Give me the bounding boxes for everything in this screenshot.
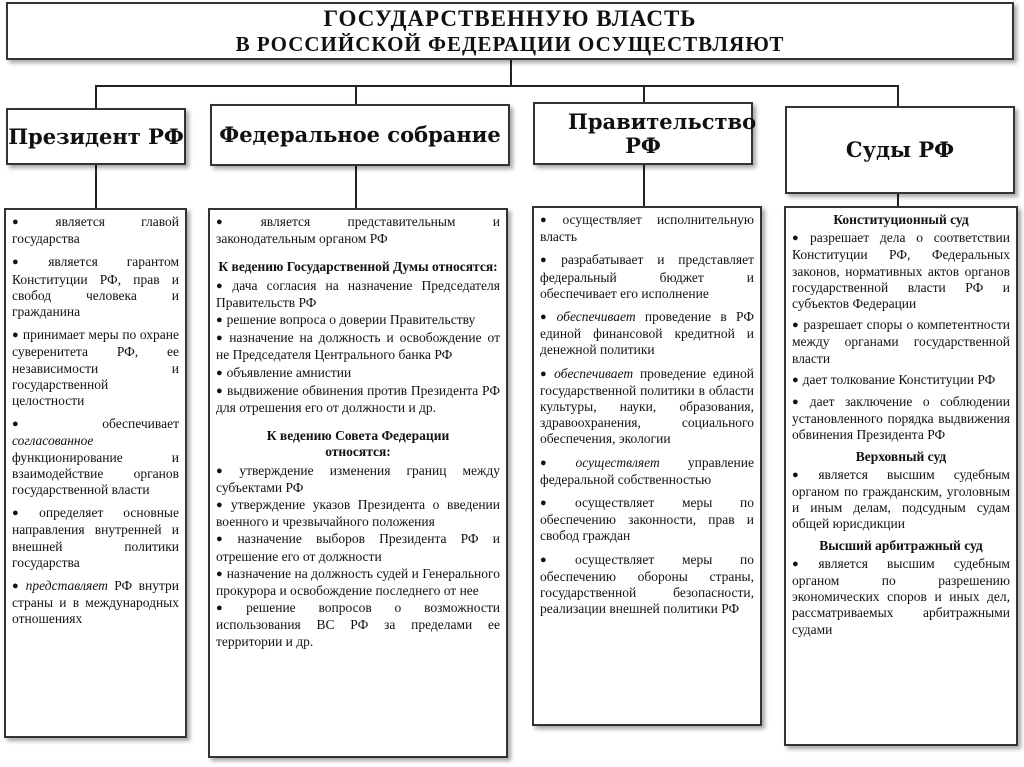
duma-heading: К ведению Государственной Думы относятся: bbox=[218, 259, 498, 275]
president-powers-box bbox=[4, 208, 187, 738]
connector-to-government bbox=[643, 85, 645, 103]
list-item: ● является представительным и законодательным органом РФ bbox=[216, 214, 500, 247]
header-federal-assembly: Федеральное собрание bbox=[210, 104, 510, 166]
list-item: ● осуществляет исполнительную власть bbox=[540, 212, 754, 245]
list-item: ● является высшим судебным органом по разрешению экономических споров и иных дел, рассматриваемых арбитражными судами bbox=[792, 555, 1010, 637]
list-item: ● является высшим судебным органом по гражданским, уголовным и иным делам, подсудным судам общей юрисдикции bbox=[792, 466, 1010, 532]
list-item: ● обеспечивает согласованное функционирование и взаимодействие органов государственной власти bbox=[12, 416, 179, 498]
connector-to-president bbox=[95, 85, 97, 110]
connector-government-body bbox=[643, 165, 645, 207]
list-item: ● обеспечивает проведение единой государственной политики в области культуры, науки, образования, здравоохранения, социального обеспечения, экологии bbox=[540, 365, 754, 447]
list-item: ● представляет РФ внутри страны и в международных отношениях bbox=[12, 578, 179, 627]
federal-assembly-powers-box bbox=[208, 208, 508, 758]
list-item: ● решение вопроса о доверии Правительству bbox=[216, 312, 476, 328]
list-item: ● дает толкование Конституции РФ bbox=[792, 371, 996, 387]
list-item: ● обеспечивает проведение в РФ единой финансовой кредитной и денежной политики bbox=[540, 309, 754, 358]
list-item: ● определяет основные направления внутренней и внешней политики государства bbox=[12, 505, 179, 570]
connector-courts-body bbox=[897, 194, 899, 206]
title-line-2: В РОССИЙСКОЙ ФЕДЕРАЦИИ ОСУЩЕСТВЛЯЮТ bbox=[235, 32, 785, 56]
list-item: ● осуществляет меры по обеспечению обороны страны, государственной безопасности, реализации внешней политики РФ bbox=[540, 551, 754, 617]
connector-president-body bbox=[95, 165, 97, 209]
list-item: ● является главой государства bbox=[12, 214, 179, 247]
list-item: ● назначение на должность судей и Генерального прокурора и освобождение последнего от нее bbox=[216, 565, 500, 599]
courts-powers-box bbox=[784, 206, 1018, 746]
list-item: ● осуществляет управление федеральной собственностью bbox=[540, 454, 754, 487]
list-item: ● дает заключение о соблюдении установленного порядка выдвижения обвинения Президента РФ bbox=[792, 394, 1010, 443]
list-item: ● утверждение указов Президента о введении военного и чрезвычайного положения bbox=[216, 497, 500, 530]
connector-assembly-body bbox=[355, 166, 357, 208]
list-item: ● назначение на должность и освобождение от не Председателя Центрального банка РФ bbox=[216, 330, 500, 363]
list-item: ● утверждение изменения границ между субъектами РФ bbox=[216, 462, 500, 495]
header-government: Правительство РФ bbox=[533, 102, 753, 165]
list-item: ● объявление амнистии bbox=[216, 364, 352, 380]
connector-horizontal-bar bbox=[95, 85, 899, 87]
connector-to-courts bbox=[897, 85, 899, 107]
arbitration-court-heading: Высший арбитражный суд bbox=[819, 537, 983, 553]
title-line-1: ГОСУДАРСТВЕННУЮ ВЛАСТЬ bbox=[323, 6, 697, 31]
list-item: ● принимает меры по охране суверенитета РФ, ее независимости и государственной целостности bbox=[12, 327, 179, 409]
connector-title-down bbox=[510, 60, 512, 86]
list-item: ● назначение выборов Президента РФ и отрешение его от должности bbox=[216, 531, 500, 564]
header-president: Президент РФ bbox=[6, 108, 186, 165]
list-item: ● дача согласия на назначение Председателя Правительств РФ bbox=[216, 277, 500, 310]
connector-to-assembly bbox=[355, 85, 357, 105]
title-box bbox=[6, 2, 1014, 60]
supreme-court-heading: Верховный суд bbox=[855, 448, 947, 464]
list-item: ● решение вопросов о возможности использования ВС РФ за пределами ее территории и др. bbox=[216, 600, 500, 649]
constitutional-court-heading: Конституционный суд bbox=[833, 212, 969, 227]
list-item: ● выдвижение обвинения против Президента РФ для отрешения его от должности и др. bbox=[216, 382, 500, 416]
list-item: ● является гарантом Конституции РФ, прав и свобод человека и гражданина bbox=[12, 254, 179, 320]
list-item: ● осуществляет меры по обеспечению законности, прав и свобод граждан bbox=[540, 495, 754, 544]
council-heading: К ведению Совета Федерации относятся: bbox=[266, 428, 450, 460]
list-item: ● разрешает дела о соответствии Конституции РФ, Федеральных законов, нормативных актов органов государственной власти РФ и субъектов Федерации bbox=[792, 230, 1010, 312]
list-item: ● разрешает споры о компетентности между органами государственной власти bbox=[792, 317, 1010, 366]
list-item: ● разрабатывает и представляет федеральный бюджет и обеспечивает его исполнение bbox=[540, 252, 754, 301]
government-powers-box bbox=[532, 206, 762, 726]
header-courts: Суды РФ bbox=[785, 106, 1015, 194]
